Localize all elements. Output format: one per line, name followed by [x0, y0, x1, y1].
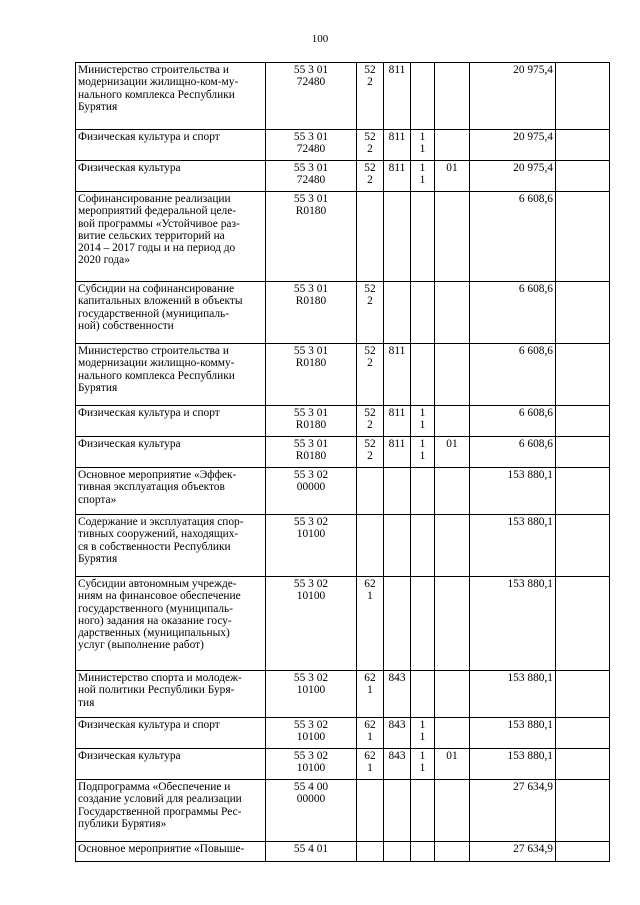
section-cell-text: 1 1 [419, 719, 426, 744]
subsection-cell [435, 468, 470, 515]
amount-cell-text: 153 880,1 [507, 719, 553, 731]
ministry-code-cell-text: 843 [388, 750, 406, 762]
item-name-cell [76, 161, 266, 192]
item-name-cell-text: Министерство спорта и молодеж- ной политики Республики Буря- тия [78, 672, 242, 709]
amount-cell-text: 6 608,6 [518, 407, 553, 419]
expense-type-cell [357, 671, 384, 718]
ministry-code-cell-text: 811 [388, 131, 406, 143]
section-cell [411, 842, 435, 862]
subsection-cell [435, 437, 470, 468]
amount-cell-text: 20 975,4 [513, 162, 553, 174]
expense-type-cell-text: 62 1 [364, 672, 376, 697]
budget-table [75, 62, 610, 862]
target-article-cell-text: 55 3 02 10100 [293, 750, 329, 775]
empty-cell [556, 282, 610, 344]
expense-type-cell [357, 577, 384, 671]
amount-cell-text: 6 608,6 [518, 438, 553, 450]
section-cell [411, 780, 435, 842]
item-name-cell-text: Физическая культура [78, 162, 181, 174]
target-article-cell-text: 55 3 01 72480 [293, 162, 329, 187]
target-article-cell [266, 468, 357, 515]
amount-cell [470, 130, 556, 161]
target-article-cell-text: 55 4 01 [293, 843, 329, 855]
table-row [76, 406, 610, 437]
item-name-cell-text: Основное мероприятие «Эффек- тивная эксплуатация объектов спорта» [78, 469, 237, 506]
target-article-cell [266, 780, 357, 842]
target-article-cell [266, 130, 357, 161]
ministry-code-cell [384, 192, 411, 282]
amount-cell-text: 153 880,1 [507, 672, 553, 684]
table-row [76, 780, 610, 842]
expense-type-cell [357, 515, 384, 577]
subsection-cell-text: 01 [446, 162, 458, 174]
target-article-cell [266, 437, 357, 468]
ministry-code-cell [384, 749, 411, 780]
target-article-cell [266, 749, 357, 780]
table-row [76, 842, 610, 862]
expense-type-cell-text: 52 2 [364, 345, 376, 370]
table-row [76, 515, 610, 577]
item-name-cell [76, 780, 266, 842]
empty-cell [556, 718, 610, 749]
ministry-code-cell-text: 811 [388, 162, 406, 174]
item-name-cell-text: Физическая культура и спорт [78, 407, 220, 419]
amount-cell [470, 842, 556, 862]
amount-cell-text: 6 608,6 [518, 283, 553, 295]
target-article-cell-text: 55 3 02 10100 [293, 578, 329, 603]
target-article-cell-text: 55 3 01 R0180 [293, 438, 329, 463]
item-name-cell [76, 282, 266, 344]
target-article-cell-text: 55 3 02 00000 [293, 469, 329, 494]
expense-type-cell [357, 344, 384, 406]
table-row [76, 282, 610, 344]
item-name-cell-text: Субсидии на софинансирование капитальных вложений в объекты государственной (муниципаль- ной) собственности [78, 283, 243, 332]
target-article-cell [266, 718, 357, 749]
ministry-code-cell [384, 161, 411, 192]
amount-cell-text: 20 975,4 [513, 131, 553, 143]
subsection-cell [435, 406, 470, 437]
expense-type-cell [357, 718, 384, 749]
expense-type-cell-text: 62 1 [364, 719, 376, 744]
expense-type-cell [357, 282, 384, 344]
section-cell-text: 1 1 [419, 131, 426, 156]
subsection-cell [435, 161, 470, 192]
table-row [76, 192, 610, 282]
target-article-cell-text: 55 3 01 R0180 [293, 193, 329, 218]
ministry-code-cell-text: 843 [388, 672, 406, 684]
target-article-cell-text: 55 3 01 R0180 [293, 407, 329, 432]
amount-cell-text: 6 608,6 [518, 345, 553, 357]
section-cell [411, 515, 435, 577]
amount-cell-text: 20 975,4 [513, 64, 553, 76]
subsection-cell [435, 192, 470, 282]
ministry-code-cell-text: 811 [388, 407, 406, 419]
section-cell [411, 63, 435, 130]
section-cell [411, 192, 435, 282]
empty-cell [556, 468, 610, 515]
item-name-cell-text: Физическая культура и спорт [78, 131, 220, 143]
item-name-cell-text: Основное мероприятие «Повыше- [78, 843, 245, 855]
empty-cell [556, 344, 610, 406]
section-cell [411, 749, 435, 780]
empty-cell [556, 577, 610, 671]
empty-cell [556, 671, 610, 718]
expense-type-cell [357, 437, 384, 468]
table-row [76, 749, 610, 780]
expense-type-cell [357, 63, 384, 130]
section-cell [411, 130, 435, 161]
subsection-cell [435, 749, 470, 780]
expense-type-cell-text: 52 2 [364, 438, 376, 463]
target-article-cell [266, 344, 357, 406]
empty-cell [556, 161, 610, 192]
item-name-cell-text: Подпрограмма «Обеспечение и создание условий для реализации Государственной программы Рес- публики Бурятия» [78, 781, 242, 830]
expense-type-cell [357, 842, 384, 862]
table-row [76, 577, 610, 671]
empty-cell [556, 130, 610, 161]
amount-cell [470, 192, 556, 282]
ministry-code-cell [384, 577, 411, 671]
ministry-code-cell [384, 406, 411, 437]
item-name-cell [76, 468, 266, 515]
target-article-cell-text: 55 4 00 00000 [293, 781, 329, 806]
expense-type-cell [357, 780, 384, 842]
item-name-cell [76, 406, 266, 437]
empty-cell [556, 406, 610, 437]
empty-cell [556, 437, 610, 468]
amount-cell-text: 27 634,9 [513, 843, 553, 855]
ministry-code-cell [384, 671, 411, 718]
ministry-code-cell [384, 842, 411, 862]
expense-type-cell [357, 192, 384, 282]
section-cell [411, 577, 435, 671]
expense-type-cell-text: 52 2 [364, 283, 376, 308]
amount-cell-text: 153 880,1 [507, 750, 553, 762]
table-row [76, 718, 610, 749]
ministry-code-cell-text: 843 [388, 719, 406, 731]
amount-cell [470, 671, 556, 718]
expense-type-cell-text: 62 1 [364, 578, 376, 603]
section-cell [411, 468, 435, 515]
section-cell [411, 406, 435, 437]
subsection-cell [435, 577, 470, 671]
ministry-code-cell [384, 437, 411, 468]
amount-cell-text: 6 608,6 [518, 193, 553, 205]
section-cell-text: 1 1 [419, 162, 426, 187]
section-cell-text: 1 1 [419, 407, 426, 432]
target-article-cell-text: 55 3 01 R0180 [293, 283, 329, 308]
item-name-cell [76, 63, 266, 130]
target-article-cell-text: 55 3 02 10100 [293, 516, 329, 541]
amount-cell [470, 344, 556, 406]
section-cell [411, 344, 435, 406]
item-name-cell [76, 344, 266, 406]
target-article-cell [266, 282, 357, 344]
ministry-code-cell [384, 468, 411, 515]
section-cell [411, 161, 435, 192]
subsection-cell [435, 842, 470, 862]
target-article-cell [266, 192, 357, 282]
target-article-cell [266, 842, 357, 862]
amount-cell [470, 468, 556, 515]
expense-type-cell-text: 52 2 [364, 131, 376, 156]
section-cell [411, 437, 435, 468]
expense-type-cell [357, 749, 384, 780]
page-number: 100 [311, 33, 329, 45]
subsection-cell [435, 63, 470, 130]
item-name-cell [76, 749, 266, 780]
empty-cell [556, 515, 610, 577]
section-cell [411, 671, 435, 718]
item-name-cell [76, 718, 266, 749]
subsection-cell [435, 515, 470, 577]
item-name-cell [76, 842, 266, 862]
amount-cell [470, 161, 556, 192]
target-article-cell [266, 515, 357, 577]
subsection-cell [435, 671, 470, 718]
subsection-cell-text: 01 [446, 438, 458, 450]
item-name-cell [76, 130, 266, 161]
table-row [76, 63, 610, 130]
expense-type-cell [357, 468, 384, 515]
section-cell-text: 1 1 [419, 438, 426, 463]
item-name-cell-text: Физическая культура [78, 750, 181, 762]
subsection-cell-text: 01 [446, 750, 458, 762]
item-name-cell [76, 577, 266, 671]
amount-cell-text: 27 634,9 [513, 781, 553, 793]
item-name-cell-text: Субсидии автономным учрежде- ниям на финансовое обеспечение государственного (муниципаль- ного) задания на оказание госу- дарственных (муниципальных) услуг (выполнение работ) [78, 578, 241, 652]
ministry-code-cell [384, 515, 411, 577]
table-row [76, 130, 610, 161]
expense-type-cell [357, 161, 384, 192]
subsection-cell [435, 718, 470, 749]
expense-type-cell-text: 52 2 [364, 162, 376, 187]
ministry-code-cell [384, 344, 411, 406]
empty-cell [556, 842, 610, 862]
subsection-cell [435, 344, 470, 406]
section-cell-text: 1 1 [419, 750, 426, 775]
item-name-cell-text: Физическая культура и спорт [78, 719, 220, 731]
target-article-cell-text: 55 3 01 72480 [293, 131, 329, 156]
item-name-cell-text: Министерство строительства и модернизации жилищно-ком-му- нального комплекса Республики Бурятия [78, 64, 239, 113]
amount-cell-text: 153 880,1 [507, 469, 553, 481]
empty-cell [556, 192, 610, 282]
ministry-code-cell-text: 811 [388, 64, 406, 76]
table-row [76, 437, 610, 468]
expense-type-cell [357, 130, 384, 161]
item-name-cell [76, 437, 266, 468]
ministry-code-cell-text: 811 [388, 438, 406, 450]
target-article-cell [266, 671, 357, 718]
item-name-cell-text: Министерство строительства и модернизации жилищно-комму- нального комплекса Республики Бурятия [78, 345, 235, 394]
target-article-cell-text: 55 3 02 10100 [293, 672, 329, 697]
expense-type-cell-text: 52 2 [364, 407, 376, 432]
table-row [76, 344, 610, 406]
expense-type-cell-text: 52 2 [364, 64, 376, 89]
table-body [76, 63, 610, 862]
empty-cell [556, 780, 610, 842]
target-article-cell [266, 577, 357, 671]
amount-cell [470, 63, 556, 130]
empty-cell [556, 63, 610, 130]
ministry-code-cell [384, 130, 411, 161]
target-article-cell [266, 406, 357, 437]
target-article-cell-text: 55 3 02 10100 [293, 719, 329, 744]
table-row [76, 468, 610, 515]
amount-cell [470, 406, 556, 437]
amount-cell [470, 282, 556, 344]
ministry-code-cell [384, 718, 411, 749]
amount-cell [470, 577, 556, 671]
table-row [76, 671, 610, 718]
target-article-cell [266, 161, 357, 192]
amount-cell [470, 515, 556, 577]
item-name-cell [76, 515, 266, 577]
ministry-code-cell [384, 63, 411, 130]
amount-cell [470, 749, 556, 780]
target-article-cell [266, 63, 357, 130]
item-name-cell [76, 192, 266, 282]
expense-type-cell [357, 406, 384, 437]
item-name-cell [76, 671, 266, 718]
amount-cell-text: 153 880,1 [507, 516, 553, 528]
amount-cell-text: 153 880,1 [507, 578, 553, 590]
target-article-cell-text: 55 3 01 R0180 [293, 345, 329, 370]
section-cell [411, 282, 435, 344]
item-name-cell-text: Содержание и эксплуатация спор- тивных сооружений, находящих- ся в собственности Республики Бурятия [78, 516, 244, 565]
ministry-code-cell-text: 811 [388, 345, 406, 357]
section-cell [411, 718, 435, 749]
ministry-code-cell [384, 780, 411, 842]
subsection-cell [435, 282, 470, 344]
amount-cell [470, 780, 556, 842]
item-name-cell-text: Софинансирование реализации мероприятий федеральной целе- вой программы «Устойчивое раз- витие сельских территорий на 2014 – 2017 годы и на период до 2020 года» [78, 193, 240, 267]
item-name-cell-text: Физическая культура [78, 438, 181, 450]
subsection-cell [435, 130, 470, 161]
table-row [76, 161, 610, 192]
target-article-cell-text: 55 3 01 72480 [293, 64, 329, 89]
amount-cell [470, 437, 556, 468]
ministry-code-cell [384, 282, 411, 344]
amount-cell [470, 718, 556, 749]
empty-cell [556, 749, 610, 780]
expense-type-cell-text: 62 1 [364, 750, 376, 775]
subsection-cell [435, 780, 470, 842]
